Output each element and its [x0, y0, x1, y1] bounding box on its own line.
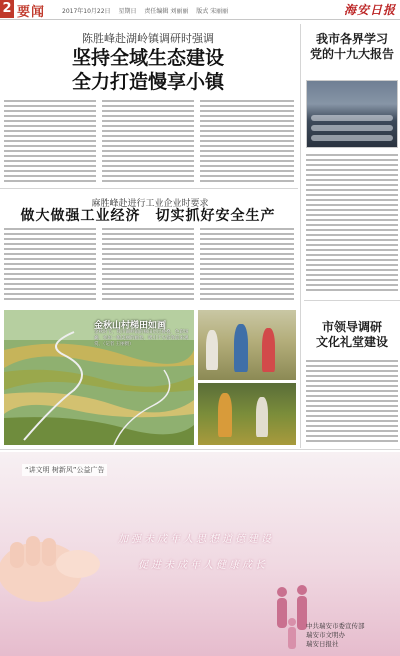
issue-meta: [62, 6, 234, 15]
public-service-ad: [0, 452, 400, 656]
editor: 责任编辑 刘丽丽: [144, 8, 189, 15]
right-headline-1[interactable]: [304, 32, 400, 62]
section-divider: [0, 449, 400, 450]
audience-row: [311, 135, 393, 141]
newspaper-logo: 海安日报: [343, 3, 396, 17]
farmer-figure: [262, 328, 275, 372]
section-divider: [0, 188, 298, 189]
masthead: [0, 0, 400, 20]
story1-kicker: 陈胜峰赴湖岭镇调研时强调: [82, 32, 214, 45]
story2-body-col1: [4, 228, 96, 303]
meeting-photo: [306, 80, 398, 148]
story2-body-col3: [200, 228, 294, 303]
story1-body-col1: [4, 100, 96, 185]
farmer-figure: [234, 324, 248, 372]
right-headline-2-line2: 文化礼堂建设: [315, 335, 388, 349]
section-title: 要闻: [17, 5, 46, 20]
hands-illustration: [0, 512, 110, 612]
column-divider: [300, 24, 301, 448]
issue-date: 2017年10月22日: [62, 8, 111, 15]
designer: 版式 宋丽丽: [196, 8, 229, 15]
ad-slogan-2: 促进未成年人健康成长: [138, 560, 268, 571]
right-story1-body: [306, 154, 398, 294]
ad-sponsor-3: 瑞安日报社: [306, 640, 339, 648]
farmer-figure: [256, 397, 268, 437]
story2-kicker: 麻胜峰赴进行工业企业时要求: [91, 199, 209, 209]
photo-caption: 金秋时节，我市湖岭镇的梯田层层叠叠，色彩斑斓，宛如一幅美丽的画卷，吸引不少游客前来观赏。（记者 王丽摄）: [94, 330, 189, 347]
audience-row: [311, 125, 393, 131]
page-number: 2: [0, 0, 14, 18]
farmer-figure: [218, 393, 232, 437]
issue-weekday: 星期日: [118, 8, 137, 15]
story1-headline-line2: 全力打造慢享小镇: [71, 71, 224, 93]
ad-sponsors: [306, 622, 396, 649]
story2-headline[interactable]: 做大做强工业经济 切实抓好安全生产: [20, 208, 276, 224]
photo-title: 金秋山村梯田如画: [94, 321, 167, 331]
ad-label: “讲文明 树新风”公益广告: [22, 464, 107, 476]
ad-sponsor-1: 中共瑞安市委宣传部: [306, 622, 365, 630]
story1-body-col2: [102, 100, 194, 185]
story1-headline-line1: 坚持全域生态建设: [71, 47, 224, 69]
section-divider: [304, 300, 400, 301]
ad-sponsor-2: 瑞安市文明办: [306, 631, 345, 639]
right-story2-body: [306, 360, 398, 445]
ad-slogan-1: 加强未成年人思想道德建设: [118, 534, 274, 545]
right-headline-2[interactable]: [304, 320, 400, 350]
story1-body-col3: [200, 100, 294, 185]
field-photo: [198, 383, 296, 445]
story1-headline[interactable]: [0, 46, 296, 94]
harvest-photo: [198, 310, 296, 380]
story2-body-col2: [102, 228, 194, 303]
farmer-figure: [206, 330, 218, 370]
right-headline-1-line2: 党的十九大报告: [309, 47, 394, 61]
right-headline-1-line1: 我市各界学习: [315, 32, 388, 46]
audience-row: [311, 115, 393, 121]
right-headline-2-line1: 市领导调研: [321, 320, 382, 334]
